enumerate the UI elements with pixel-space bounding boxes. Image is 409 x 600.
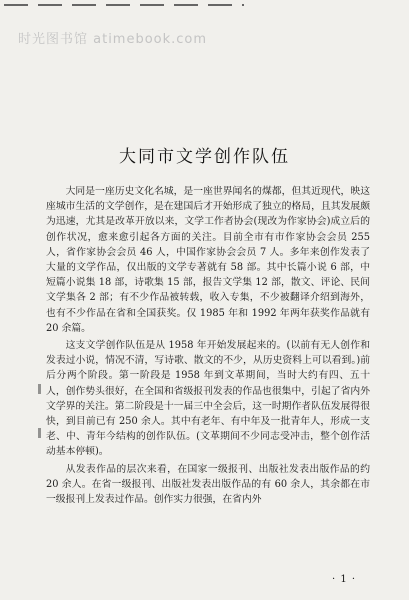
- paragraph: 从发表作品的层次来看，在国家一级报刊、出版社发表出版作品的约 20 余人。在省一级报刊、出版社发表出版作品的有 60 余人，其余都在市一级报刊上发表过作品。创作实力很强，在省内外: [46, 463, 370, 506]
- margin-mark: [38, 428, 41, 438]
- page-number: · 1 ·: [332, 574, 357, 585]
- margin-mark: [38, 384, 41, 394]
- paragraph: 大同是一座历史文化名城，是一座世界闻名的煤都，但其近现代，映这座城市生活的文学创作，是在建国后才开始形成了独立的格局，且其发展颇为迅速，尤其是改革开放以来，文学工作者协会(现改为作家协会)成立后的创作状况，愈来愈引起各方面的关注。目前全市有市作家协会会员 255 人，省作家协会会员 46 人，中国作家协会会员 7 人。多年来创作发表了大量的文学作品，仅出版的文学专著就有 58 部。其中长篇小说 6 部，中短篇小说集 18 部，诗歌集 15 部，报告文学集 12 部，散文、评论、民间文学集各 2 部；有不少作品被转载，收入专集，不少被翻译介绍到海外，也有不少作品在省和全国获奖。仅 1985 年和 1992 年两年获奖作品就有 20 余篇。: [46, 186, 370, 334]
- body-text: [46, 184, 370, 509]
- page-title: 大同市文学创作队伍: [119, 147, 290, 167]
- top-edge-dashes: [4, 4, 244, 6]
- paragraph: 这支文学创作队伍是从 1958 年开始发展起来的。(以前有无人创作和发表过小说，情况不清，写诗歌、散文的不少，从历史资料上可以看到。)前后分两个阶段。第一阶段是 1958 年到文革期间，当时大约有四、五十人，创作势头很好，在全国和省级报刊发表的作品也很集中，引起了省内外文学界的关注。第二阶段是十一届三中全会后，这一时期作者队伍发展得很快，到目前已有 250 余人。其中有老年、有中年及一批青年人，形成一支老、中、青年今结构的创作队伍。(文革期间不少同志受冲击，整个创作活动基本停顿)。: [46, 340, 370, 458]
- watermark: 时光图书馆 atimebook.com: [18, 32, 208, 47]
